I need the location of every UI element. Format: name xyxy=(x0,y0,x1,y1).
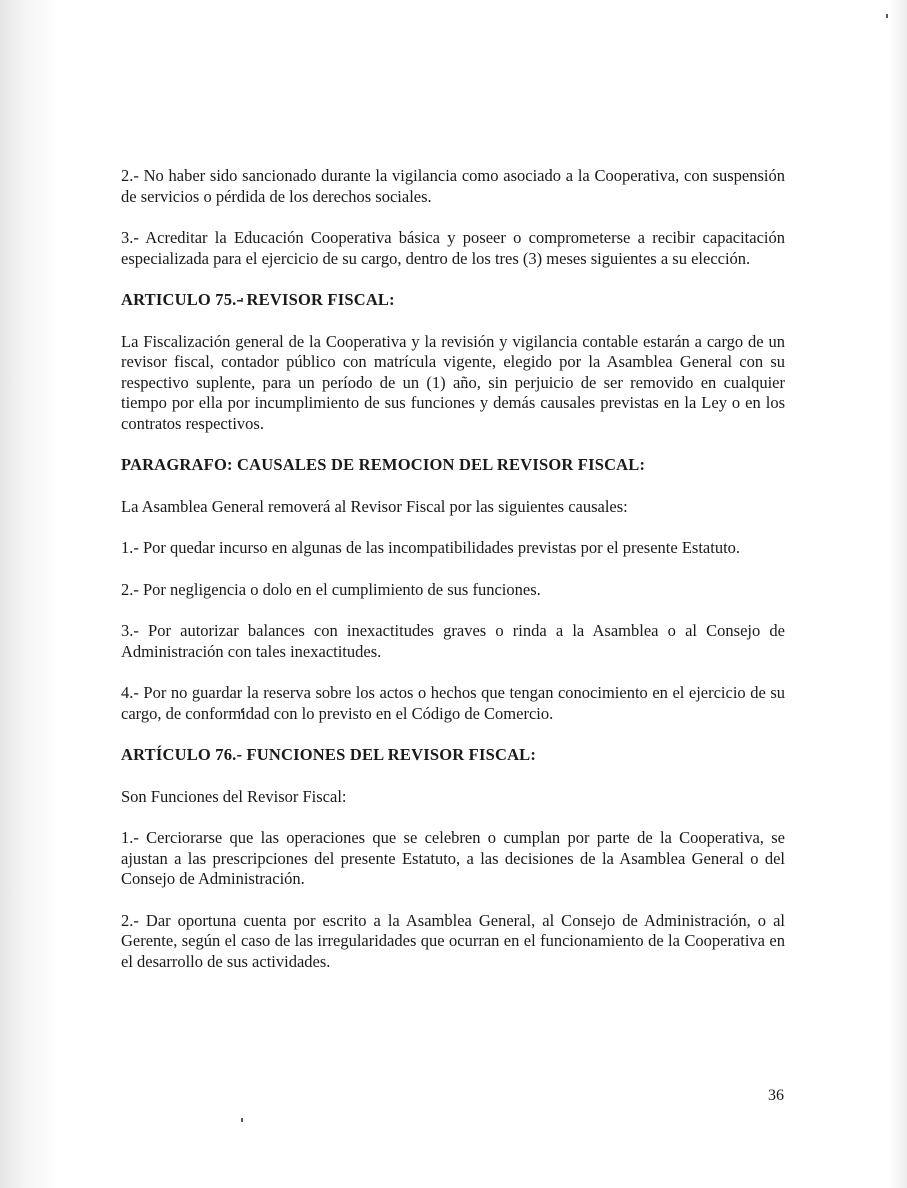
document-body xyxy=(121,166,785,993)
paragraph-causal-3: 3.- Por autorizar balances con inexactitudes graves o rinda a la Asamblea o al Consejo de Administración con tales inexactitudes. xyxy=(121,621,785,661)
heading-paragrafo-causales: PARAGRAFO: CAUSALES DE REMOCION DEL REVISOR FISCAL: xyxy=(121,455,646,474)
scan-speck xyxy=(886,14,888,18)
paragraph-requirement-2: 2.- No haber sido sancionado durante la vigilancia como asociado a la Cooperativa, con suspensión de servicios o pérdida de los derechos sociales. xyxy=(121,166,785,206)
paragraph-causal-1: 1.- Por quedar incurso en algunas de las incompatibilidades previstas por el presente Estatuto. xyxy=(121,538,741,557)
heading-article-75: ARTICULO 75.- REVISOR FISCAL: xyxy=(121,290,395,309)
scan-shadow-right xyxy=(889,0,907,1188)
paragraph-causal-4: 4.- Por no guardar la reserva sobre los actos o hechos que tengan conocimiento en el ejercicio de su cargo, de conformidad con lo previsto en el Código de Comercio. xyxy=(121,683,785,723)
paragraph-fiscalizacion: La Fiscalización general de la Cooperativa y la revisión y vigilancia contable estarán a cargo de un revisor fiscal, contador público con matrícula vigente, elegido por la Asamblea General con su respectivo suplente, para un período de un (1) año, sin perjuicio de ser removido en cualquier tiempo por ella por incumplimiento de sus funciones y demás causales previstas en la Ley o en los contratos respectivos. xyxy=(121,331,785,433)
scan-speck xyxy=(241,1118,243,1122)
scan-shadow-left xyxy=(0,0,60,1188)
paragraph-causales-intro: La Asamblea General removerá al Revisor Fiscal por las siguientes causales: xyxy=(121,496,628,516)
paragraph-causal-2: 2.- Por negligencia o dolo en el cumplimiento de sus funciones. xyxy=(121,579,541,599)
page-number: 36 xyxy=(768,1087,784,1104)
paragraph-funcion-2: 2.- Dar oportuna cuenta por escrito a la Asamblea General, al Consejo de Administración, o al Gerente, según el caso de las irregularidades que ocurran en el funcionamiento de la Cooperativa en el desarrollo de sus actividades. xyxy=(121,910,785,971)
paragraph-requirement-3: 3.- Acreditar la Educación Cooperativa básica y poseer o comprometerse a recibir capacitación especializada para el ejercicio de su cargo, dentro de los tres (3) meses siguientes a su elección. xyxy=(121,228,785,268)
paragraph-funcion-1: 1.- Cerciorarse que las operaciones que se celebren o cumplan por parte de la Cooperativa, se ajustan a las prescripciones del presente Estatuto, a las decisiones de la Asamblea General o del Consejo de Administración. xyxy=(121,828,785,888)
heading-article-76: ARTÍCULO 76.- FUNCIONES DEL REVISOR FISCAL: xyxy=(121,745,537,764)
paragraph-funciones-intro: Son Funciones del Revisor Fiscal: xyxy=(121,786,347,806)
